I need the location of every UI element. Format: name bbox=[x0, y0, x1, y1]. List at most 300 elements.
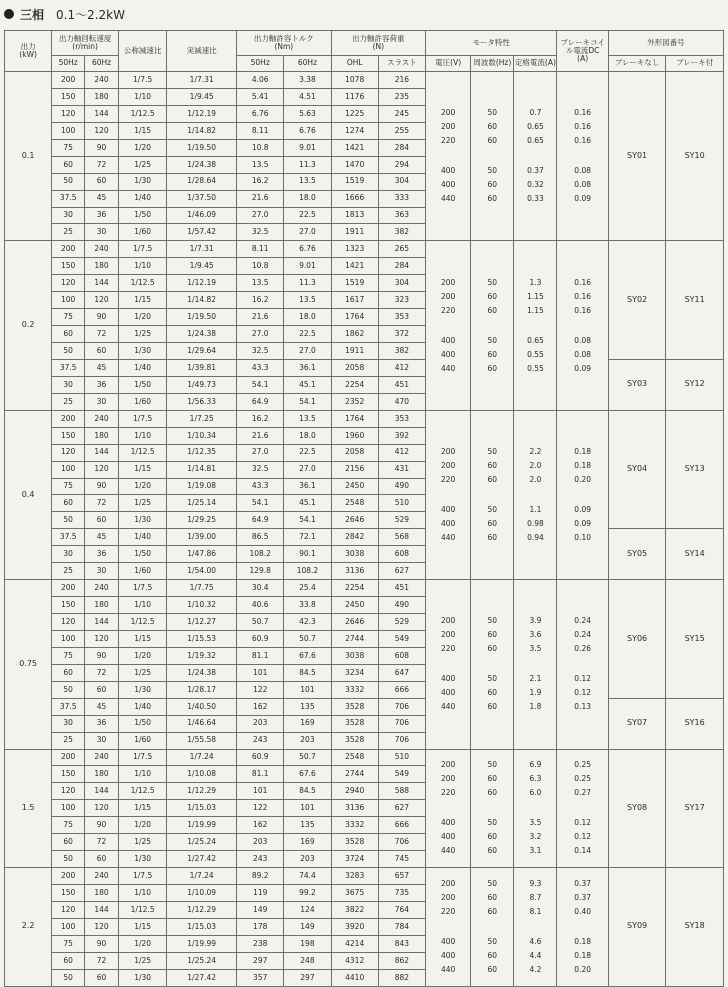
current-cell bbox=[514, 749, 557, 868]
nominal-ratio-cell: 1/10 bbox=[118, 427, 166, 444]
actual-ratio-cell: 1/39.81 bbox=[167, 359, 237, 376]
speed-60hz-cell: 36 bbox=[85, 376, 119, 393]
speed-60hz-cell: 120 bbox=[85, 918, 119, 935]
ohl-cell: 1225 bbox=[331, 105, 378, 122]
motor-spacer bbox=[471, 487, 513, 503]
ohl-cell: 2352 bbox=[331, 393, 378, 410]
thrust-cell: 490 bbox=[378, 597, 425, 614]
current-value: 4.4 bbox=[529, 950, 542, 960]
current-value: 3.5 bbox=[529, 644, 542, 654]
torque-60hz-cell: 27.0 bbox=[284, 343, 331, 360]
torque-50hz-cell: 40.6 bbox=[237, 597, 284, 614]
torque-60hz-cell: 13.5 bbox=[284, 410, 331, 427]
current-value: 0.7 bbox=[529, 108, 542, 118]
speed-60hz-cell: 36 bbox=[85, 715, 119, 732]
actual-ratio-cell: 1/46.64 bbox=[167, 715, 237, 732]
torque-60hz-cell: 67.6 bbox=[284, 647, 331, 664]
speed-60hz-cell: 90 bbox=[85, 478, 119, 495]
speed-60hz-cell: 180 bbox=[85, 597, 119, 614]
nominal-ratio-cell: 1/15 bbox=[118, 461, 166, 478]
actual-ratio-cell: 1/55.58 bbox=[167, 732, 237, 749]
torque-50hz-cell: 297 bbox=[237, 952, 284, 969]
ohl-cell: 1960 bbox=[331, 427, 378, 444]
ohl-cell: 1666 bbox=[331, 190, 378, 207]
ohl-cell: 1911 bbox=[331, 224, 378, 241]
frame-no-brake-cell: SY06 bbox=[608, 580, 666, 699]
actual-ratio-cell: 1/12.27 bbox=[167, 614, 237, 631]
nominal-ratio-cell: 1/15 bbox=[118, 292, 166, 309]
ohl-cell: 4410 bbox=[331, 969, 378, 986]
output-kw-cell: 2.2 bbox=[5, 868, 52, 987]
speed-50hz-cell: 200 bbox=[52, 868, 85, 885]
nominal-ratio-cell: 1/50 bbox=[118, 376, 166, 393]
actual-ratio-cell: 1/7.25 bbox=[167, 410, 237, 427]
brake-current-value: 0.12 bbox=[574, 832, 591, 842]
current-value: 1.15 bbox=[527, 291, 544, 301]
speed-50hz-cell: 200 bbox=[52, 749, 85, 766]
ohl-cell: 3283 bbox=[331, 868, 378, 885]
torque-60hz-cell: 248 bbox=[284, 952, 331, 969]
nominal-ratio-cell: 1/40 bbox=[118, 529, 166, 546]
torque-50hz-cell: 30.4 bbox=[237, 580, 284, 597]
torque-50hz-cell: 27.0 bbox=[237, 326, 284, 343]
torque-50hz-cell: 54.1 bbox=[237, 376, 284, 393]
voltage-value: 200 bbox=[440, 892, 456, 902]
current-value: 3.6 bbox=[529, 630, 542, 640]
ohl-cell: 2254 bbox=[331, 580, 378, 597]
thrust-cell: 706 bbox=[378, 698, 425, 715]
brake-current-cell bbox=[557, 868, 608, 987]
nominal-ratio-cell: 1/7.5 bbox=[118, 580, 166, 597]
torque-60hz-cell: 90.1 bbox=[284, 546, 331, 563]
ohl-cell: 2842 bbox=[331, 529, 378, 546]
torque-60hz-cell: 72.1 bbox=[284, 529, 331, 546]
frame-no-brake-cell: SY08 bbox=[608, 749, 666, 868]
table-row bbox=[5, 580, 724, 597]
voltage-value: 220 bbox=[440, 906, 456, 916]
speed-50hz-cell: 60 bbox=[52, 952, 85, 969]
speed-60hz-cell: 90 bbox=[85, 139, 119, 156]
speed-50hz-cell: 150 bbox=[52, 88, 85, 105]
actual-ratio-cell: 1/9.45 bbox=[167, 258, 237, 275]
speed-50hz-cell: 60 bbox=[52, 664, 85, 681]
table-header bbox=[5, 31, 724, 72]
header-brake: ブレーキコイル電流DC (A) bbox=[557, 31, 608, 72]
speed-50hz-cell: 75 bbox=[52, 647, 85, 664]
torque-50hz-cell: 5.41 bbox=[237, 88, 284, 105]
frequency-cell bbox=[471, 72, 514, 241]
actual-ratio-cell: 1/29.25 bbox=[167, 512, 237, 529]
nominal-ratio-cell: 1/7.5 bbox=[118, 868, 166, 885]
nominal-ratio-cell: 1/20 bbox=[118, 478, 166, 495]
header-output: 出力 (kW) bbox=[5, 31, 52, 72]
actual-ratio-cell: 1/37.50 bbox=[167, 190, 237, 207]
voltage-cell bbox=[426, 868, 471, 987]
bullet-icon bbox=[4, 9, 14, 19]
thrust-cell: 666 bbox=[378, 817, 425, 834]
current-cell bbox=[514, 580, 557, 749]
torque-50hz-cell: 32.5 bbox=[237, 461, 284, 478]
brake-current-cell bbox=[557, 580, 608, 749]
voltage-value: 200 bbox=[440, 108, 456, 118]
nominal-ratio-cell: 1/30 bbox=[118, 969, 166, 986]
ohl-cell: 3528 bbox=[331, 715, 378, 732]
speed-50hz-cell: 75 bbox=[52, 139, 85, 156]
nominal-ratio-cell: 1/40 bbox=[118, 698, 166, 715]
motor-spacer bbox=[514, 487, 556, 503]
ohl-cell: 3528 bbox=[331, 698, 378, 715]
header-thrust: スラスト bbox=[378, 56, 425, 72]
speed-60hz-cell: 240 bbox=[85, 749, 119, 766]
brake-current-value: 0.09 bbox=[574, 363, 591, 373]
nominal-ratio-cell: 1/20 bbox=[118, 935, 166, 952]
torque-60hz-cell: 11.3 bbox=[284, 156, 331, 173]
torque-60hz-cell: 203 bbox=[284, 851, 331, 868]
torque-50hz-cell: 43.3 bbox=[237, 478, 284, 495]
speed-50hz-cell: 75 bbox=[52, 935, 85, 952]
brake-current-value: 0.37 bbox=[574, 878, 591, 888]
actual-ratio-cell: 1/49.73 bbox=[167, 376, 237, 393]
speed-50hz-cell: 200 bbox=[52, 241, 85, 258]
thrust-cell: 735 bbox=[378, 885, 425, 902]
torque-60hz-cell: 22.5 bbox=[284, 444, 331, 461]
nominal-ratio-cell: 1/10 bbox=[118, 597, 166, 614]
brake-current-value: 0.12 bbox=[574, 674, 591, 684]
header-voltage: 電圧(V) bbox=[426, 56, 471, 72]
frequency-cell bbox=[471, 868, 514, 987]
nominal-ratio-cell: 1/60 bbox=[118, 224, 166, 241]
speed-60hz-cell: 240 bbox=[85, 241, 119, 258]
speed-50hz-cell: 75 bbox=[52, 817, 85, 834]
frequency-value: 60 bbox=[487, 349, 498, 359]
speed-50hz-cell: 100 bbox=[52, 122, 85, 139]
thrust-cell: 382 bbox=[378, 343, 425, 360]
speed-50hz-cell: 120 bbox=[52, 901, 85, 918]
actual-ratio-cell: 1/27.42 bbox=[167, 969, 237, 986]
voltage-value: 400 bbox=[440, 349, 456, 359]
torque-50hz-cell: 60.9 bbox=[237, 630, 284, 647]
torque-50hz-cell: 86.5 bbox=[237, 529, 284, 546]
nominal-ratio-cell: 1/25 bbox=[118, 326, 166, 343]
actual-ratio-cell: 1/24.38 bbox=[167, 156, 237, 173]
motor-spacer bbox=[557, 656, 607, 672]
brake-current-value: 0.18 bbox=[574, 936, 591, 946]
speed-50hz-cell: 60 bbox=[52, 495, 85, 512]
brake-current-value: 0.10 bbox=[574, 532, 591, 542]
torque-50hz-cell: 21.6 bbox=[237, 309, 284, 326]
torque-50hz-cell: 21.6 bbox=[237, 190, 284, 207]
motor-spacer bbox=[471, 656, 513, 672]
torque-50hz-cell: 8.11 bbox=[237, 241, 284, 258]
current-value: 1.9 bbox=[529, 688, 542, 698]
voltage-value: 400 bbox=[440, 518, 456, 528]
actual-ratio-cell: 1/24.38 bbox=[167, 326, 237, 343]
current-value: 2.2 bbox=[529, 446, 542, 456]
speed-50hz-cell: 200 bbox=[52, 72, 85, 89]
brake-current-value: 0.18 bbox=[574, 460, 591, 470]
torque-60hz-cell: 42.3 bbox=[284, 614, 331, 631]
frequency-value: 60 bbox=[487, 460, 498, 470]
actual-ratio-cell: 1/7.31 bbox=[167, 241, 237, 258]
motor-spacer bbox=[514, 656, 556, 672]
thrust-cell: 862 bbox=[378, 952, 425, 969]
torque-50hz-cell: 357 bbox=[237, 969, 284, 986]
thrust-cell: 353 bbox=[378, 410, 425, 427]
nominal-ratio-cell: 1/12.5 bbox=[118, 783, 166, 800]
torque-50hz-cell: 6.76 bbox=[237, 105, 284, 122]
speed-50hz-cell: 75 bbox=[52, 478, 85, 495]
torque-60hz-cell: 18.0 bbox=[284, 190, 331, 207]
current-value: 0.65 bbox=[527, 136, 544, 146]
speed-60hz-cell: 60 bbox=[85, 681, 119, 698]
speed-60hz-cell: 30 bbox=[85, 224, 119, 241]
brake-current-cell bbox=[557, 72, 608, 241]
frequency-cell bbox=[471, 410, 514, 579]
speed-50hz-cell: 150 bbox=[52, 766, 85, 783]
torque-50hz-cell: 162 bbox=[237, 698, 284, 715]
table-row bbox=[5, 529, 724, 546]
nominal-ratio-cell: 1/30 bbox=[118, 173, 166, 190]
output-kw-cell: 0.2 bbox=[5, 241, 52, 410]
frequency-value: 50 bbox=[487, 616, 498, 626]
speed-60hz-cell: 144 bbox=[85, 105, 119, 122]
table-row bbox=[5, 410, 724, 427]
speed-50hz-cell: 120 bbox=[52, 614, 85, 631]
voltage-value: 400 bbox=[440, 504, 456, 514]
torque-60hz-cell: 99.2 bbox=[284, 885, 331, 902]
torque-60hz-cell: 36.1 bbox=[284, 359, 331, 376]
header-no-brake: ブレーキなし bbox=[608, 56, 666, 72]
ohl-cell: 1911 bbox=[331, 343, 378, 360]
speed-60hz-cell: 240 bbox=[85, 72, 119, 89]
actual-ratio-cell: 1/40.50 bbox=[167, 698, 237, 715]
header-torque: 出力軸許容トルク (Nm) bbox=[237, 31, 331, 56]
speed-60hz-cell: 240 bbox=[85, 410, 119, 427]
actual-ratio-cell: 1/12.29 bbox=[167, 783, 237, 800]
ohl-cell: 2744 bbox=[331, 630, 378, 647]
speed-60hz-cell: 144 bbox=[85, 614, 119, 631]
ohl-cell: 3234 bbox=[331, 664, 378, 681]
current-value: 1.3 bbox=[529, 277, 542, 287]
voltage-value: 220 bbox=[440, 136, 456, 146]
torque-60hz-cell: 50.7 bbox=[284, 749, 331, 766]
speed-60hz-cell: 90 bbox=[85, 647, 119, 664]
speed-60hz-cell: 240 bbox=[85, 580, 119, 597]
torque-50hz-cell: 64.9 bbox=[237, 393, 284, 410]
header-speed-60hz: 60Hz bbox=[85, 56, 119, 72]
speed-50hz-cell: 200 bbox=[52, 410, 85, 427]
header-ohl: OHL bbox=[331, 56, 378, 72]
voltage-value: 400 bbox=[440, 688, 456, 698]
current-cell bbox=[514, 410, 557, 579]
frequency-value: 60 bbox=[487, 892, 498, 902]
torque-50hz-cell: 89.2 bbox=[237, 868, 284, 885]
torque-50hz-cell: 243 bbox=[237, 851, 284, 868]
torque-60hz-cell: 203 bbox=[284, 732, 331, 749]
motor-spacer bbox=[471, 919, 513, 935]
frequency-value: 60 bbox=[487, 774, 498, 784]
speed-50hz-cell: 60 bbox=[52, 326, 85, 343]
torque-60hz-cell: 6.76 bbox=[284, 241, 331, 258]
current-value: 3.1 bbox=[529, 846, 542, 856]
actual-ratio-cell: 1/12.29 bbox=[167, 901, 237, 918]
torque-50hz-cell: 10.8 bbox=[237, 258, 284, 275]
frame-no-brake-cell: SY01 bbox=[608, 72, 666, 241]
ohl-cell: 2744 bbox=[331, 766, 378, 783]
ohl-cell: 1421 bbox=[331, 139, 378, 156]
frequency-cell bbox=[471, 749, 514, 868]
current-cell bbox=[514, 241, 557, 410]
actual-ratio-cell: 1/12.19 bbox=[167, 275, 237, 292]
brake-current-cell bbox=[557, 749, 608, 868]
actual-ratio-cell: 1/12.35 bbox=[167, 444, 237, 461]
torque-60hz-cell: 198 bbox=[284, 935, 331, 952]
motor-spacer bbox=[471, 148, 513, 164]
thrust-cell: 451 bbox=[378, 580, 425, 597]
actual-ratio-cell: 1/19.50 bbox=[167, 139, 237, 156]
speed-50hz-cell: 50 bbox=[52, 851, 85, 868]
speed-60hz-cell: 72 bbox=[85, 326, 119, 343]
actual-ratio-cell: 1/15.03 bbox=[167, 918, 237, 935]
brake-current-value: 0.16 bbox=[574, 291, 591, 301]
torque-50hz-cell: 32.5 bbox=[237, 224, 284, 241]
brake-current-cell bbox=[557, 410, 608, 579]
nominal-ratio-cell: 1/60 bbox=[118, 393, 166, 410]
motor-spacer bbox=[557, 919, 607, 935]
thrust-cell: 745 bbox=[378, 851, 425, 868]
nominal-ratio-cell: 1/7.5 bbox=[118, 410, 166, 427]
torque-60hz-cell: 169 bbox=[284, 715, 331, 732]
nominal-ratio-cell: 1/7.5 bbox=[118, 749, 166, 766]
thrust-cell: 412 bbox=[378, 444, 425, 461]
nominal-ratio-cell: 1/12.5 bbox=[118, 105, 166, 122]
frame-with-brake-cell: SY18 bbox=[666, 868, 724, 987]
motor-spacer bbox=[557, 487, 607, 503]
actual-ratio-cell: 1/14.81 bbox=[167, 461, 237, 478]
brake-current-value: 0.08 bbox=[574, 166, 591, 176]
torque-60hz-cell: 45.1 bbox=[284, 495, 331, 512]
speed-60hz-cell: 60 bbox=[85, 173, 119, 190]
ohl-cell: 3724 bbox=[331, 851, 378, 868]
torque-50hz-cell: 43.3 bbox=[237, 359, 284, 376]
speed-60hz-cell: 72 bbox=[85, 495, 119, 512]
thrust-cell: 265 bbox=[378, 241, 425, 258]
speed-60hz-cell: 120 bbox=[85, 122, 119, 139]
header-speed: 出力軸回転速度 (r/min) bbox=[52, 31, 119, 56]
ohl-cell: 1764 bbox=[331, 410, 378, 427]
speed-60hz-cell: 180 bbox=[85, 766, 119, 783]
speed-60hz-cell: 72 bbox=[85, 952, 119, 969]
ohl-cell: 1176 bbox=[331, 88, 378, 105]
table-row bbox=[5, 241, 724, 258]
torque-60hz-cell: 74.4 bbox=[284, 868, 331, 885]
voltage-value: 220 bbox=[440, 644, 456, 654]
nominal-ratio-cell: 1/7.5 bbox=[118, 241, 166, 258]
voltage-value: 440 bbox=[440, 846, 456, 856]
actual-ratio-cell: 1/25.24 bbox=[167, 834, 237, 851]
torque-60hz-cell: 5.63 bbox=[284, 105, 331, 122]
speed-60hz-cell: 45 bbox=[85, 529, 119, 546]
ohl-cell: 1862 bbox=[331, 326, 378, 343]
current-value: 3.9 bbox=[529, 616, 542, 626]
brake-current-value: 0.09 bbox=[574, 194, 591, 204]
thrust-cell: 412 bbox=[378, 359, 425, 376]
ohl-cell: 3528 bbox=[331, 834, 378, 851]
nominal-ratio-cell: 1/50 bbox=[118, 207, 166, 224]
nominal-ratio-cell: 1/10 bbox=[118, 88, 166, 105]
speed-50hz-cell: 25 bbox=[52, 732, 85, 749]
voltage-value: 400 bbox=[440, 166, 456, 176]
current-value: 0.94 bbox=[527, 532, 544, 542]
brake-current-value: 0.24 bbox=[574, 616, 591, 626]
nominal-ratio-cell: 1/20 bbox=[118, 139, 166, 156]
motor-spacer bbox=[426, 487, 470, 503]
brake-current-value: 0.40 bbox=[574, 906, 591, 916]
motor-spacer bbox=[426, 919, 470, 935]
torque-60hz-cell: 18.0 bbox=[284, 427, 331, 444]
voltage-value: 200 bbox=[440, 878, 456, 888]
speed-60hz-cell: 30 bbox=[85, 393, 119, 410]
current-cell bbox=[514, 72, 557, 241]
thrust-cell: 245 bbox=[378, 105, 425, 122]
nominal-ratio-cell: 1/60 bbox=[118, 563, 166, 580]
torque-60hz-cell: 297 bbox=[284, 969, 331, 986]
speed-50hz-cell: 30 bbox=[52, 376, 85, 393]
torque-50hz-cell: 203 bbox=[237, 715, 284, 732]
frame-with-brake-cell: SY13 bbox=[666, 410, 724, 529]
thrust-cell: 706 bbox=[378, 834, 425, 851]
ohl-cell: 2450 bbox=[331, 478, 378, 495]
current-value: 1.15 bbox=[527, 305, 544, 315]
frequency-value: 50 bbox=[487, 760, 498, 770]
speed-50hz-cell: 150 bbox=[52, 427, 85, 444]
frequency-value: 60 bbox=[487, 291, 498, 301]
brake-current-value: 0.13 bbox=[574, 702, 591, 712]
speed-60hz-cell: 36 bbox=[85, 546, 119, 563]
actual-ratio-cell: 1/28.17 bbox=[167, 681, 237, 698]
voltage-cell bbox=[426, 580, 471, 749]
torque-50hz-cell: 162 bbox=[237, 817, 284, 834]
speed-60hz-cell: 180 bbox=[85, 885, 119, 902]
frequency-value: 50 bbox=[487, 936, 498, 946]
thrust-cell: 843 bbox=[378, 935, 425, 952]
ohl-cell: 2156 bbox=[331, 461, 378, 478]
actual-ratio-cell: 1/46.09 bbox=[167, 207, 237, 224]
thrust-cell: 529 bbox=[378, 614, 425, 631]
brake-current-value: 0.20 bbox=[574, 474, 591, 484]
frequency-value: 60 bbox=[487, 846, 498, 856]
motor-spacer bbox=[514, 800, 556, 816]
ohl-cell: 2548 bbox=[331, 495, 378, 512]
frequency-value: 60 bbox=[487, 518, 498, 528]
actual-ratio-cell: 1/7.24 bbox=[167, 749, 237, 766]
speed-50hz-cell: 150 bbox=[52, 885, 85, 902]
current-value: 0.32 bbox=[527, 180, 544, 190]
torque-60hz-cell: 13.5 bbox=[284, 173, 331, 190]
ohl-cell: 2940 bbox=[331, 783, 378, 800]
frame-with-brake-cell: SY17 bbox=[666, 749, 724, 868]
frequency-cell bbox=[471, 241, 514, 410]
header-torque-60hz: 60Hz bbox=[284, 56, 331, 72]
nominal-ratio-cell: 1/10 bbox=[118, 885, 166, 902]
brake-current-value: 0.08 bbox=[574, 349, 591, 359]
frequency-value: 60 bbox=[487, 832, 498, 842]
voltage-value: 200 bbox=[440, 774, 456, 784]
table-row bbox=[5, 359, 724, 376]
actual-ratio-cell: 1/57.42 bbox=[167, 224, 237, 241]
speed-60hz-cell: 45 bbox=[85, 359, 119, 376]
torque-60hz-cell: 3.38 bbox=[284, 72, 331, 89]
